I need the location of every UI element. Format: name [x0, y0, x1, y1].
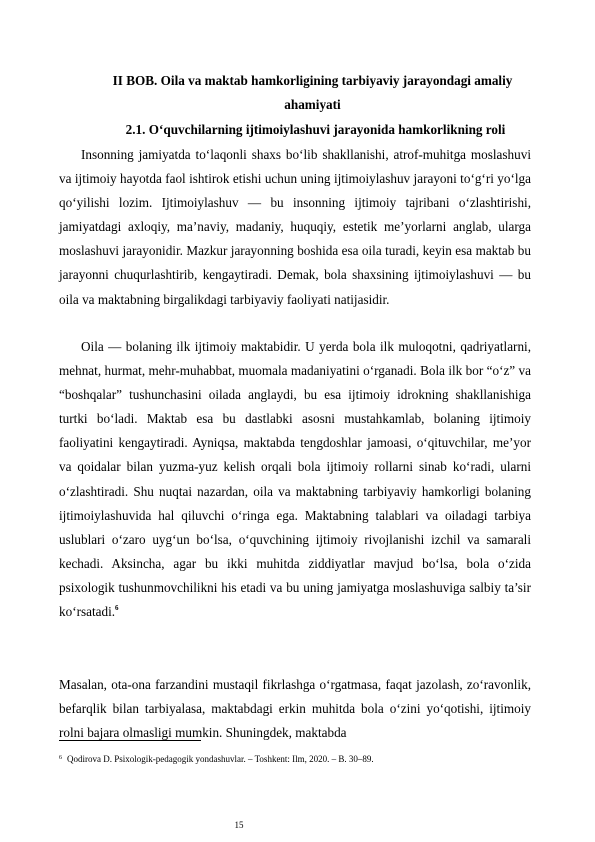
paragraph-2-text: Oila — bolaning ilk ijtimoiy maktabidir. U yerda bola ilk muloqotni, qadriyatlarni, mehnat, hurmat, mehr-muhabbat, muomala madaniyatini o‘rganadi. Bola ilk bor “o‘z” va “boshqalar” tushunchasini oilada anglaydi, bu esa ijtimoiy idrokning shakllanishiga turtki bo‘ladi. Maktab esa bu dastlabki asosni mustahkamlab, bolaning ijtimoiy faoliyatini kengaytiradi. Ayniqsa, maktabda tengdoshlar jamoasi, o‘qituvchilar, me’yor va qoidalar bilan yuzma-yuz kelish orqali bola ijtimoiy rollarni sinab ko‘radi, ularni o‘zlashtiradi. Shu nuqtai nazardan, oila va maktabning tarbiyaviy hamkorligi bolaning ijtimoiylashuvida hal qiluvchi o‘ringa ega. Maktabning talablari va oiladagi tarbiya uslublari o‘zaro uyg‘un bo‘lsa, o‘quvchining ijtimoiy rivojlanishi izchil va samarali kechadi. Aksincha, agar bu ikki muhitda ziddiyatlar mavjud bo‘lsa, bola o‘zida psixologik tushunmovchilikni his etadi va bu uning jamiyatga moslashuviga salbiy ta’sir ko‘rsatadi. [59, 339, 531, 620]
page-number: 15 [234, 820, 244, 830]
paragraph-1: Insonning jamiyatda to‘laqonli shaxs bo‘lib shakllanishi, atrof-muhitga moslashuvi va ijtimoiy hayotda faol ishtirok etishi uchun uning ijtimoiylashuv jarayoni to‘g‘ri yo‘lga qo‘yilishi lozim. Ijtimoiylashuv — bu insonning ijtimoiy tajribani o‘zlashtirishi, jamiyatdagi axloqiy, ma’naviy, madaniy, huquqiy, estetik me’yorlarni anglab, ularga moslashuvi jarayonidir. Mazkur jarayonning boshida esa oila turadi, keyin esa maktab bu jarayonni chuqurlashtirib, kengaytiradi. Demak, bola shaxsining ijtimoiylashuvi — bu oila va maktabning birgalikdagi tarbiyaviy faoliyati natijasidir. [59, 147, 531, 307]
footnote-reference: 6 [115, 604, 119, 613]
paragraph-2 [59, 335, 531, 624]
section-title: 2.1. O‘quvchilarning ijtimoiylashuvi jarayonida hamkorlikning roli [125, 122, 506, 137]
footnote [59, 752, 539, 765]
paragraph-3: Masalan, ota-ona farzandini mustaqil fikrlashga o‘rgatmasa, faqat jazolash, zo‘ravonlik, befarqlik bilan tarbiyalasa, maktabdagi erkin muhitda bola o‘zini yo‘qotishi, ijtimoiy rolni bajara olmasligi mumkin. Shuningdek, maktabda [59, 677, 531, 741]
footnote-text: Qodirova D. Psixologik-pedagogik yondashuvlar. – Toshkent: Ilm, 2020. – B. 30–89. [67, 754, 374, 764]
footnote-separator [59, 740, 201, 741]
chapter-title: II BOB. Oila va maktab hamkorligining tarbiyaviy jarayondagi amaliy ahamiyati [112, 73, 513, 112]
footnote-number: 6 [59, 755, 62, 761]
